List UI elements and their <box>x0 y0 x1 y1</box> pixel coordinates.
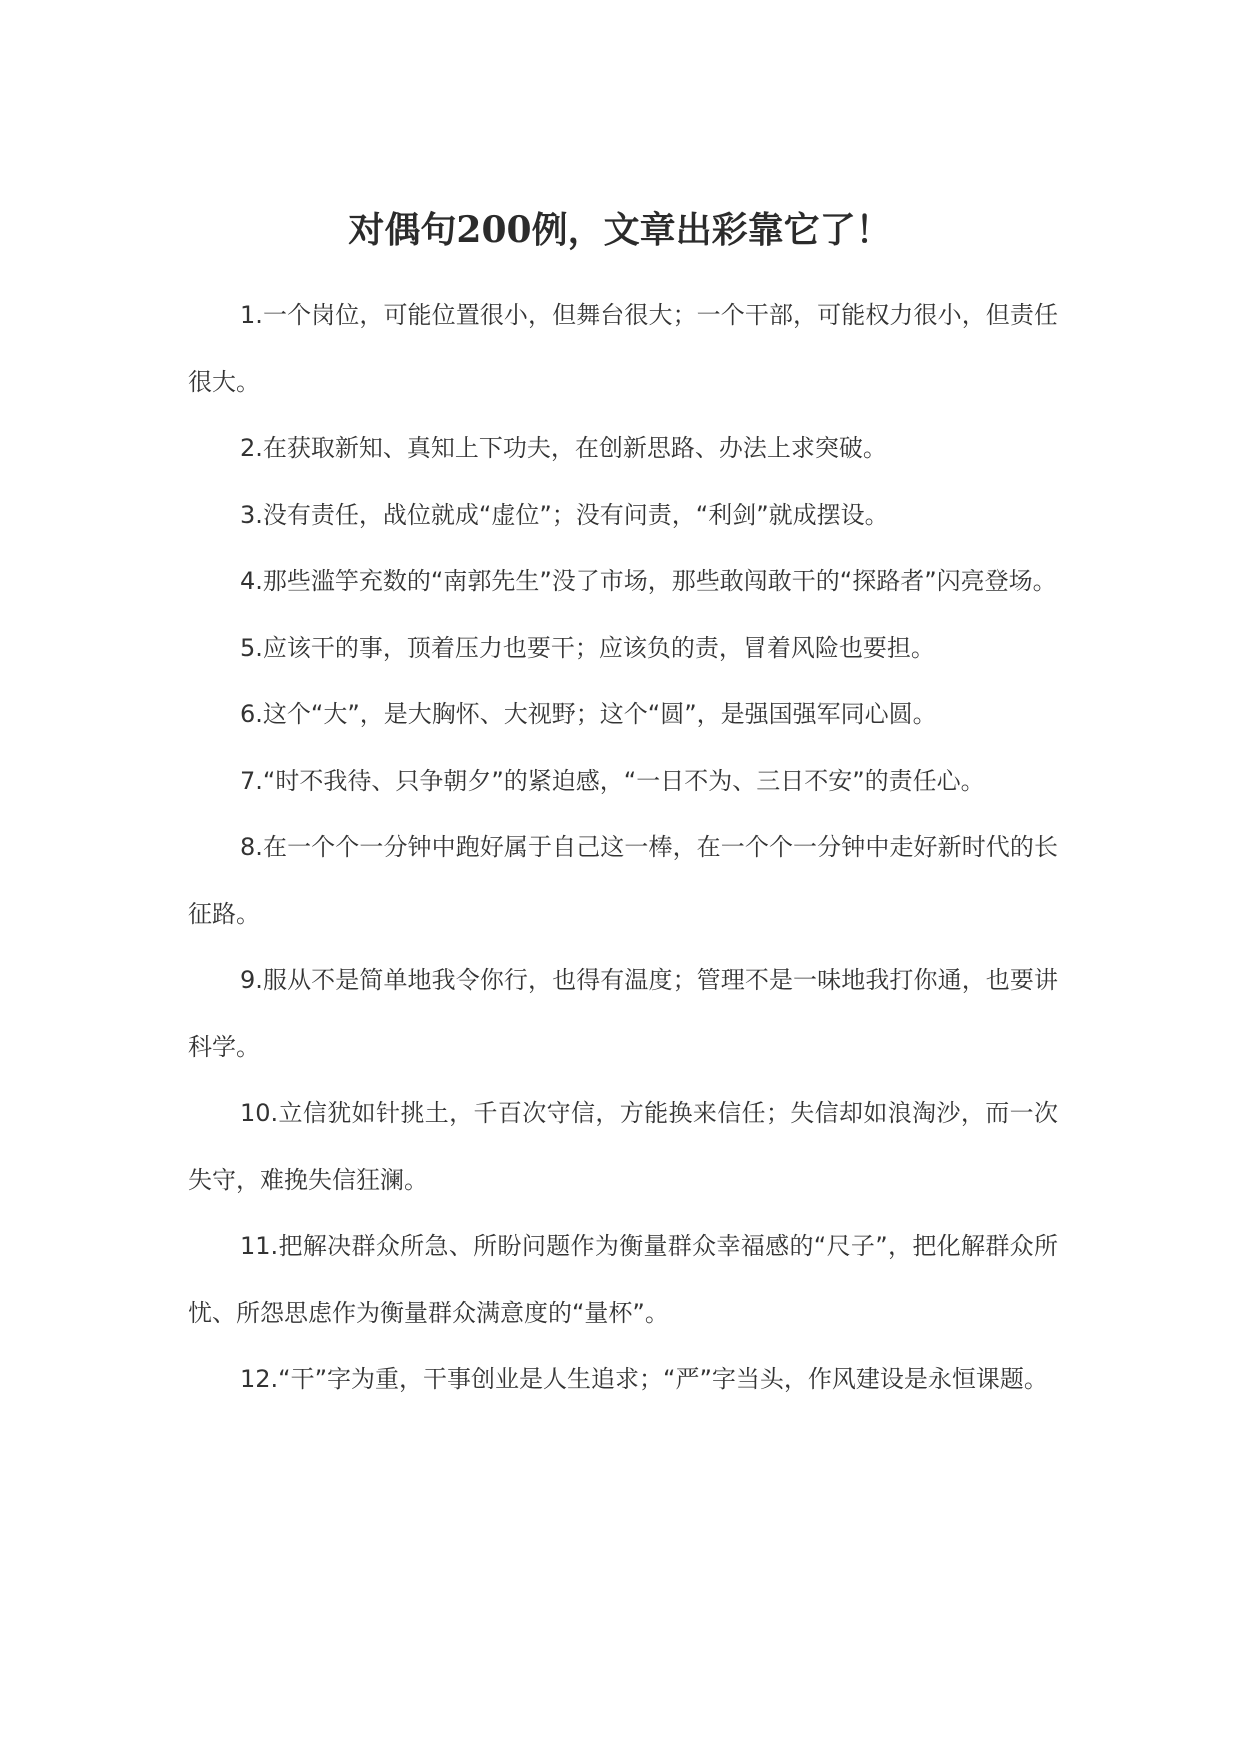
paragraph-4: 4.那些滥竽充数的“南郭先生”没了市场，那些敢闯敢干的“探路者”闪亮登场。 <box>240 567 1057 595</box>
paragraph-1: 1.一个岗位，可能位置很小，但舞台很大；一个干部，可能权力很小，但责任很大。 <box>188 301 1058 396</box>
paragraph-2: 2.在获取新知、真知上下功夫，在创新思路、办法上求突破。 <box>240 434 887 462</box>
document-body <box>188 282 1058 1413</box>
paragraph-9: 9.服从不是简单地我令你行，也得有温度；管理不是一味地我打你通，也要讲科学。 <box>188 966 1058 1061</box>
paragraph-10: 10.立信犹如针挑土，千百次守信，方能换来信任；失信却如浪淘沙，而一次失守，难挽失信狂澜。 <box>188 1099 1058 1194</box>
document-title: 对偶句200例，文章出彩靠它了！ <box>348 209 892 251</box>
paragraph-8: 8.在一个个一分钟中跑好属于自己这一棒，在一个个一分钟中走好新时代的长征路。 <box>188 833 1058 928</box>
paragraph-5: 5.应该干的事，顶着压力也要干；应该负的责，冒着风险也要担。 <box>240 633 935 662</box>
paragraph-7: 7.“时不我待、只争朝夕”的紧迫感，“一日不为、三日不安”的责任心。 <box>240 766 985 795</box>
paragraph-3: 3.没有责任，战位就成“虚位”；没有问责，“利剑”就成摆设。 <box>240 500 889 529</box>
paragraph-11: 11.把解决群众所急、所盼问题作为衡量群众幸福感的“尺子”，把化解群众所忧、所怨思虑作为衡量群众满意度的“量杯”。 <box>188 1232 1058 1327</box>
paragraph-12: 12.“干”字为重，干事创业是人生追求；“严”字当头，作风建设是永恒课题。 <box>240 1365 1048 1393</box>
paragraph-6: 6.这个“大”，是大胸怀、大视野；这个“圆”，是强国强军同心圆。 <box>240 700 937 728</box>
